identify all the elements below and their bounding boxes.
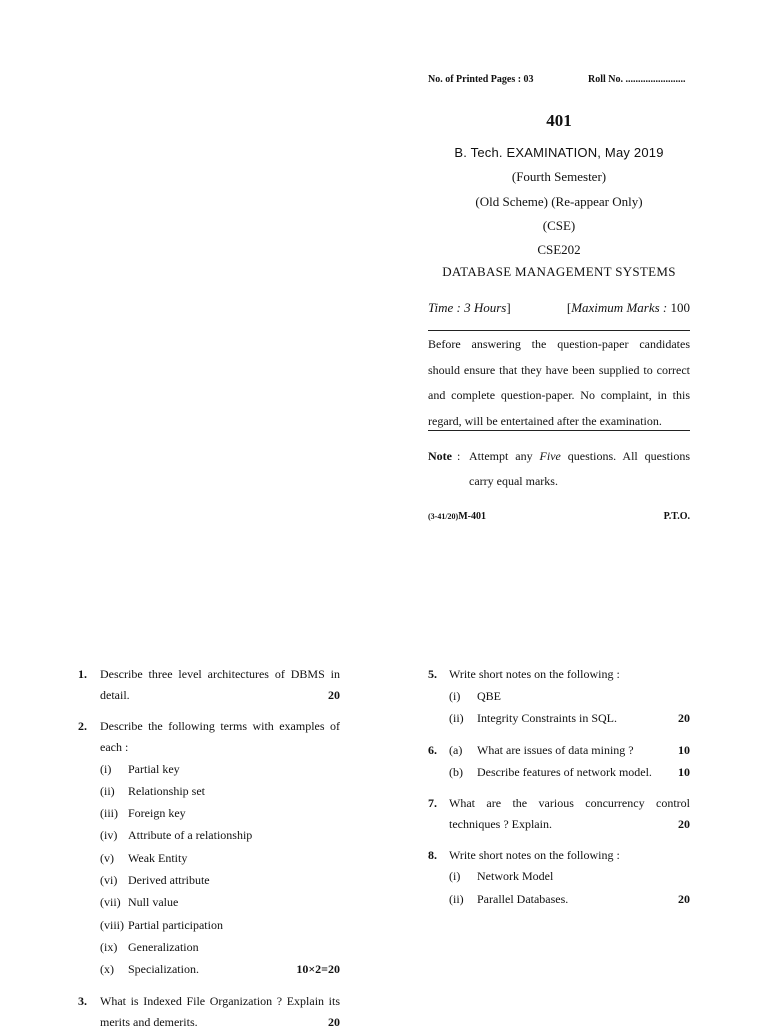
maximum-marks: [Maximum Marks : 100	[566, 300, 690, 315]
question-number: 6.	[428, 743, 437, 757]
printed-pages: No. of Printed Pages : 03	[428, 74, 534, 85]
note-text: Attempt any Five questions. All questions carry equal marks.	[469, 449, 691, 488]
question-number: 7.	[428, 796, 437, 810]
semester: (Fourth Semester)	[511, 169, 607, 184]
exam-title: B. Tech. EXAMINATION, May 2019	[454, 145, 664, 160]
question-marks: 20	[328, 1015, 340, 1029]
question-number: 2.	[78, 719, 87, 733]
divider-bottom	[428, 430, 690, 431]
question-marks: 20	[678, 711, 690, 725]
question-marks: 20	[678, 892, 690, 906]
sub-item-marks: 10	[678, 743, 690, 757]
note-label: Note	[428, 449, 452, 463]
branch: (CSE)	[542, 218, 576, 233]
question-text: Write short notes on the following :	[449, 848, 620, 862]
subject-title: DATABASE MANAGEMENT SYSTEMS	[442, 264, 676, 279]
divider-top	[428, 330, 690, 331]
footer-code: (3-41/20)M-401	[428, 511, 486, 522]
question-marks: 20	[328, 688, 340, 702]
roll-number: Roll No. ........................	[588, 74, 686, 85]
question-marks: 10×2=20	[296, 962, 340, 976]
scheme: (Old Scheme) (Re-appear Only)	[475, 194, 643, 209]
paper-code: 401	[546, 111, 572, 130]
pto-label: P.T.O.	[663, 511, 690, 522]
question-number: 3.	[78, 994, 87, 1008]
question-text: Describe the following terms with examples of each :	[100, 719, 340, 754]
question-number: 5.	[428, 667, 437, 681]
question-number: 8.	[428, 848, 437, 862]
question-text: What are the various concurrency control techniques ? Explain.	[449, 796, 690, 831]
question-text: What is Indexed File Organization ? Explain its merits and demerits.	[100, 994, 340, 1029]
course-code: CSE202	[537, 242, 581, 257]
question-marks: 20	[678, 817, 690, 831]
time-allowed: Time : 3 Hours]	[428, 300, 511, 315]
question-text: Describe three level architectures of DBMS in detail.	[100, 667, 340, 702]
instructions: Before answering the question-paper candidates should ensure that they have been supplied to correct and complete question-paper. No complaint, in this regard, will be entertained after the examination.	[428, 337, 690, 428]
question-number: 1.	[78, 667, 87, 681]
question-text: Write short notes on the following :	[449, 667, 620, 681]
sub-item-marks: 10	[678, 765, 690, 779]
